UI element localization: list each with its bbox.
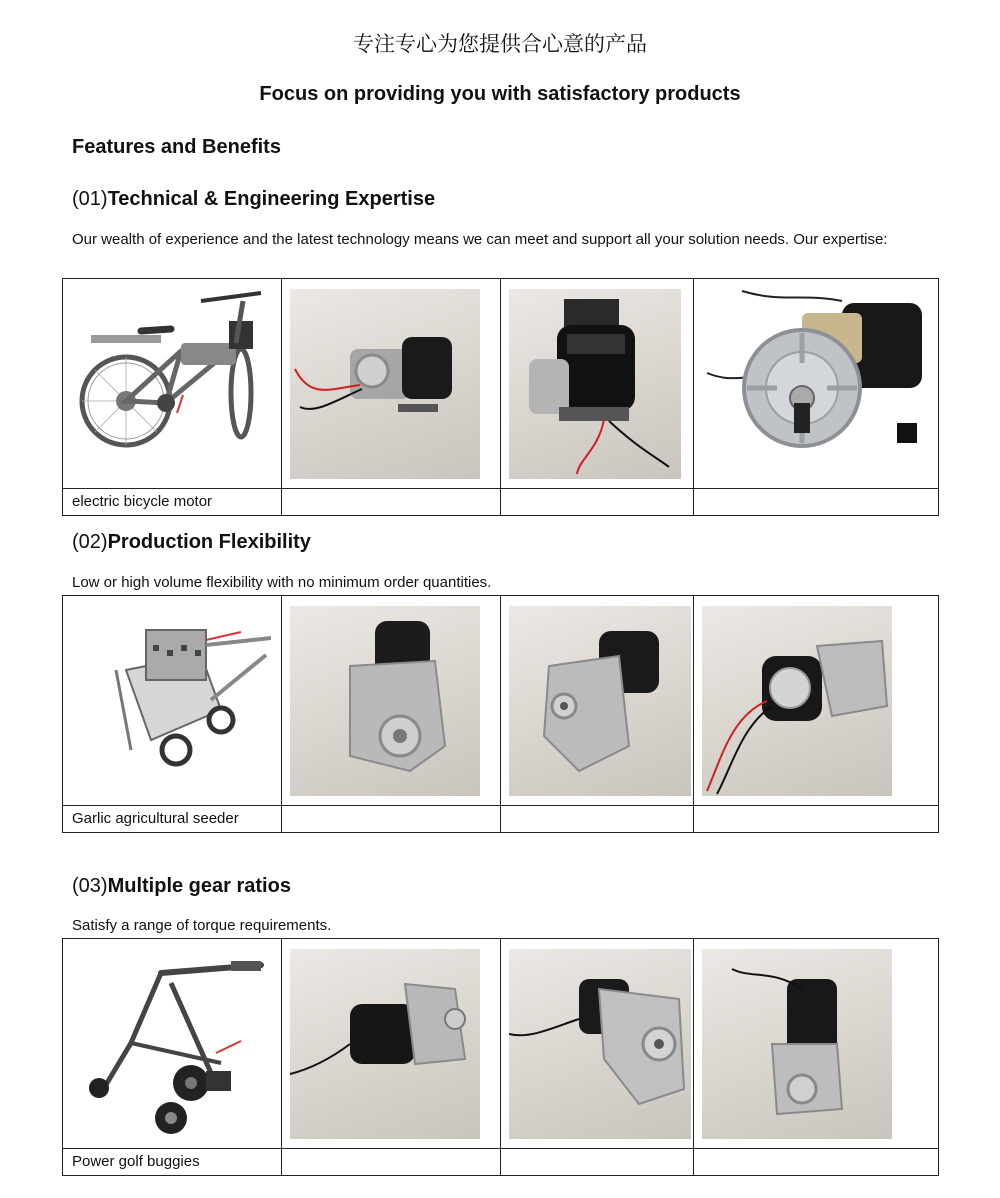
section-title: Multiple gear ratios bbox=[107, 875, 291, 897]
golf-buggy-illustration bbox=[71, 943, 271, 1143]
table-cell bbox=[501, 489, 694, 516]
table-cell bbox=[694, 939, 939, 1149]
table-cell bbox=[501, 939, 694, 1149]
page-title-chinese: 专注专心为您提供合心意的产品 bbox=[353, 32, 647, 56]
section-02-description: Low or high volume flexibility with no minimum order quantities. bbox=[72, 574, 492, 591]
gear-motor-photo bbox=[290, 949, 480, 1139]
table-cell bbox=[63, 596, 282, 806]
section-title: Technical & Engineering Expertise bbox=[107, 188, 436, 210]
section-number: (03) bbox=[72, 875, 108, 897]
image-caption: electric bicycle motor bbox=[72, 493, 213, 510]
page-title-english: Focus on providing you with satisfactory products bbox=[259, 83, 741, 105]
gear-motor-photo bbox=[509, 606, 691, 796]
table-cell bbox=[694, 596, 939, 806]
table-cell bbox=[694, 806, 939, 833]
section-number: (02) bbox=[72, 531, 108, 553]
section-01-image-table bbox=[62, 278, 939, 516]
table-cell bbox=[694, 489, 939, 516]
table-cell bbox=[282, 1149, 501, 1176]
electric-bicycle-illustration bbox=[71, 283, 271, 483]
features-heading: Features and Benefits bbox=[72, 136, 281, 158]
seeder-illustration bbox=[71, 600, 271, 800]
image-caption: Power golf buggies bbox=[72, 1153, 200, 1170]
table-cell bbox=[501, 596, 694, 806]
section-02-image-table bbox=[62, 595, 939, 833]
section-01-heading bbox=[72, 188, 435, 211]
table-cell bbox=[694, 1149, 939, 1176]
table-cell bbox=[63, 806, 282, 833]
table-cell bbox=[501, 1149, 694, 1176]
table-cell bbox=[282, 806, 501, 833]
table-cell bbox=[63, 279, 282, 489]
table-cell bbox=[694, 279, 939, 489]
section-title: Production Flexibility bbox=[107, 531, 311, 553]
section-number: (01) bbox=[72, 188, 108, 210]
table-cell bbox=[282, 279, 501, 489]
table-cell bbox=[63, 489, 282, 516]
section-03-description: Satisfy a range of torque requirements. bbox=[72, 917, 332, 934]
gear-motor-photo bbox=[702, 949, 892, 1139]
gear-motor-photo bbox=[702, 606, 892, 796]
gear-motor-photo bbox=[290, 606, 480, 796]
section-02-heading bbox=[72, 531, 311, 554]
gear-motor-photo bbox=[509, 289, 681, 479]
table-cell bbox=[501, 806, 694, 833]
section-03-image-table bbox=[62, 938, 939, 1176]
table-cell bbox=[63, 1149, 282, 1176]
gear-motor-photo bbox=[509, 949, 691, 1139]
table-cell bbox=[501, 279, 694, 489]
table-cell bbox=[282, 489, 501, 516]
gear-motor-photo bbox=[290, 289, 480, 479]
section-03-heading bbox=[72, 875, 291, 898]
table-cell bbox=[63, 939, 282, 1149]
image-caption: Garlic agricultural seeder bbox=[72, 810, 239, 827]
gear-motor-photo bbox=[702, 283, 932, 483]
section-01-description: Our wealth of experience and the latest technology means we can meet and support all your solution needs. Our expertise: bbox=[72, 231, 888, 248]
table-cell bbox=[282, 939, 501, 1149]
table-cell bbox=[282, 596, 501, 806]
